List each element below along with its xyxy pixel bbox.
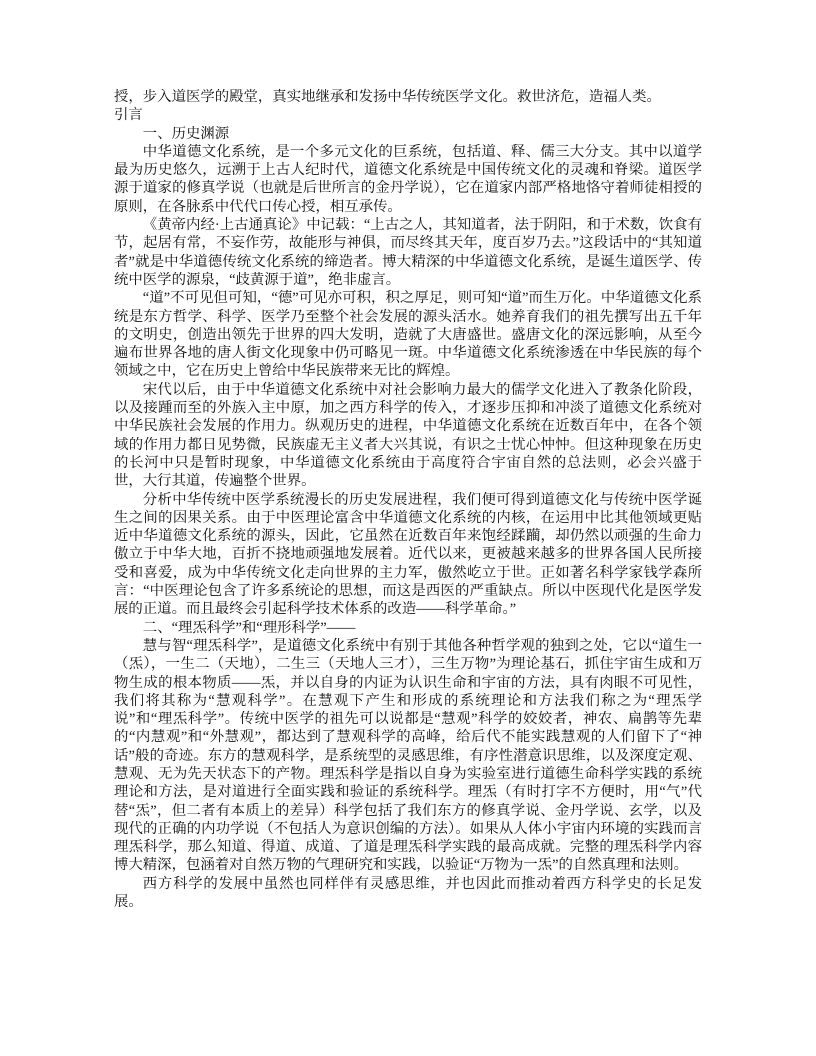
section-1-paragraph-5: 分析中华传统中医学系统漫长的历史发展进程，我们便可得到道德文化与传统中医学诞生之间的因果关系。由于中医理论富含中华道德文化系统的内核，在运用中比其他领域更贴近中华道德文化系统的源头，因此，它虽然在近数百年来饱经蹂躏，却仍然以顽强的生命力傲立于中华大地，百折不挠地顽强地发展着。近代以来，更被越来越多的世界各国人民所接受和喜爱，成为中华传统文化走向世界的主力军，傲然屹立于世。正如著名科学家钱学森所言：“中医理论包含了许多系统论的思想，而这是西医的严重缺点。所以中医现代化是医学发展的正道。而且最终会引起科学技术体系的改造——科学革命。” <box>114 491 702 618</box>
section-1-heading: 一、历史渊源 <box>142 125 230 142</box>
continuation-paragraph: 授，步入道医学的殿堂，真实地继承和发扬中华传统医学文化。救世济危，造福人类。 <box>114 89 661 105</box>
section-1-paragraph-2: 《黄帝内经·上古通真论》中记载：“上古之人，其知道者，法于阴阳，和于术数，饮食有节，起居有常，不妄作劳，故能形与神俱，而尽终其天年，度百岁乃去。”这段话中的“其知道者”就是中华道德传统文化系统的缔造者。博大精深的中华道德文化系统，是诞生道医学、传统中医学的源泉，“歧黄源于道”，绝非虚言。 <box>114 217 702 288</box>
section-1-paragraph-3: “道”不可见但可知，“德”可见亦可积，积之厚足，则可知“道”而生万化。中华道德文化系统是东方哲学、科学、医学乃至整个社会发展的源头活水。她养育我们的祖先撰写出五千年的文明史，创造出领先于世界的四大发明，造就了大唐盛世。盛唐文化的深远影响，从至今遍布世界各地的唐人街文化现象中仍可略见一斑。中华道德文化系统渗透在中华民族的每个领域之中，它在历史上曾给中华民族带来无比的辉煌。 <box>114 290 702 380</box>
section-2-paragraph-2: 西方科学的发展中虽然也同样伴有灵感思维，并也因此而推动着西方科学史的长足发展。 <box>114 875 702 911</box>
section-2-paragraph-1: 慧与智“理炁科学”，是道德文化系统中有别于其他各种哲学观的独到之处，它以“道生一（炁），一生二（天地），二生三（天地人三才），三生万物”为理论基石，抓住宇宙生成和万物生成的根本物质——炁，并以自身的内证为认识生命和宇宙的方法，具有肉眼不可见性，我们将其称为“慧观科学”。在慧观下产生和形成的系统理论和方法我们称之为“理炁学说”和“理炁科学”。传统中医学的祖先可以说都是“慧观”科学的姣姣者，神农、扁鹊等先辈的“内慧观”和“外慧观”，都达到了慧观科学的高峰，给后代不能实践慧观的人们留下了“神话”般的奇迹。东方的慧观科学，是系统型的灵感思维，有序性潜意识思维，以及深度定观、慧观、无为先天状态下的产物。理炁科学是指以自身为实验室进行道德生命科学实践的系统理论和方法，是对道进行全面实践和验证的系统科学。理炁（有时打字不方便时，用“气”代替“炁”，但二者有本质上的差异）科学包括了我们东方的修真学说、金丹学说、玄学，以及现代的正确的内功学说（不包括人为意识创编的方法）。如果从人体小宇宙内环境的实践而言理炁科学，那么知道、得道、成道、了道是理炁科学实践的最高成就。完整的理炁科学内容博大精深，包涵着对自然万物的气理研究和实践，以验证“万物为一炁”的自然真理和法则。 <box>114 637 702 874</box>
section-1-paragraph-1: 中华道德文化系统，是一个多元文化的巨系统，包括道、释、儒三大分支。其中以道学最为历史悠久，远溯于上古人纪时代，道德文化系统是中国传统文化的灵魂和脊梁。道医学源于道家的修真学说（也就是后世所言的金丹学说），它在道家内部严格地恪守着师徒相授的原则，在各脉系中代代口传心授，相互承传。 <box>114 143 702 215</box>
section-1-paragraph-4: 宋代以后，由于中华道德文化系统中对社会影响力最大的儒学文化进入了教条化阶段，以及接踵而至的外族入主中原，加之西方科学的传入，才逐步压抑和冲淡了道德文化系统对中华民族社会发展的作用力。纵观历史的进程，中华道德文化系统在近数百年中，在各个领域的作用力都日见势微，民族虚无主义者大兴其说，有识之士忧心忡忡。但这种现象在历史的长河中只是暂时现象，中华道德文化系统由于高度符合宇宙自然的总法则，必会兴盛于世，大行其道，传遍整个世界。 <box>114 381 702 490</box>
section-2-heading: 二、“理炁科学”和“理形科学”—— <box>142 619 356 636</box>
intro-heading: 引言 <box>114 107 143 124</box>
